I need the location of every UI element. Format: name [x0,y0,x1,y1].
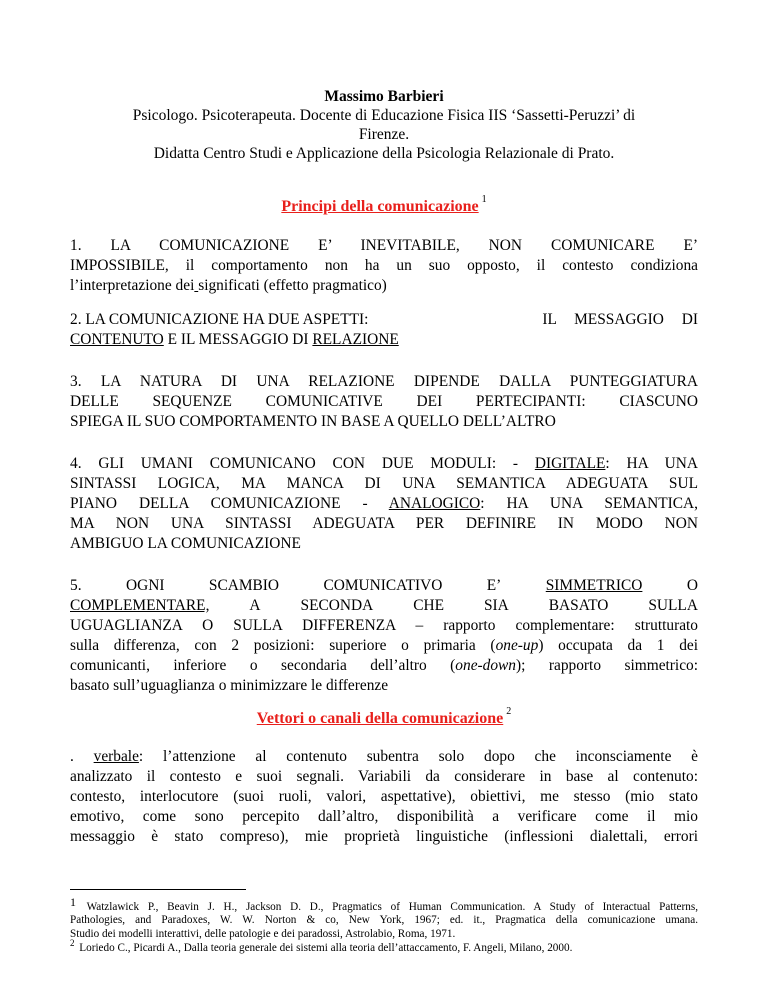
principle-5-word: CHE [413,597,444,614]
footnote-1-line-b: Pathologies, and Paradoxes, W. W. Norton & co, New York, 1967; ed. it., Pragmatica della comunicazione umana. [70,914,698,927]
section-title-text: Principi della comunicazione [281,198,479,215]
one-up-term: one-up [495,637,539,654]
one-down-term: one-down [455,657,516,674]
principle-3-line-a: 3. LA NATURA DI UNA RELAZIONE DIPENDE DALLA PUNTEGGIATURA [70,373,698,390]
verbal-channel-paragraph [70,747,698,847]
principle-5-word: E’ [486,577,502,594]
principle-4-line-e: AMBIGUO LA COMUNICAZIONE [70,535,301,552]
principle-5-text: sulla differenza, con 2 posizioni: superiore o primaria ( [70,637,496,654]
principle-4-text: : HA UNA SEMANTICA, [480,495,698,512]
section-title-text: Vettori o canali della comunicazione [256,710,504,727]
principle-2-text: 2. LA COMUNICAZIONE HA DUE ASPETTI: [70,311,369,328]
principle-5-line-b [70,596,698,616]
section-title-channels [70,706,698,728]
principle-4-line-b: SINTASSI LOGICA, MA MANCA DI UNA SEMANTICA ADEGUATA SUL [70,475,698,492]
principle-5-line-e [70,656,698,676]
footnote-2-number: 2 [70,938,75,948]
principle-5-word: O [686,577,698,594]
footnote-1-text: Watzlawick P., Beavin J. H., Jackson D. D., Pragmatics of Human Communication. A Study of Interactual Patterns, [86,901,698,913]
digitale-term: DIGITALE [534,455,606,472]
principle-5-line-f: basato sull’uguaglianza o minimizzare le differenze [70,677,389,694]
footnote-ref-2: 2 [506,706,512,717]
principle-1-line-b: IMPOSSIBILE, il comportamento non ha un suo opposto, il contesto condiziona [70,257,698,274]
principle-1-text: significati (effetto pragmatico) [198,277,387,294]
principle-2-line-a [70,310,698,330]
principle-5-word: SULLA [648,597,698,614]
principle-4-text: : HA UNA [605,455,698,472]
section-title-principles [70,194,698,216]
principle-3-paragraph [70,372,698,432]
footnote-1-line-c: Studio dei modelli interattivi, delle patologie e dei paradossi, Astrolabio, Roma, 1971. [70,927,456,940]
footnote-1-number: 1 [70,895,76,909]
principle-3-line-b: DELLE SEQUENZE COMUNICATIVE DEI PERTECIPANTI: CIASCUNO [70,393,698,410]
principle-2-paragraph [70,310,698,350]
verbal-text: . [70,748,94,765]
principle-5-paragraph [70,576,698,696]
author-header [70,87,698,163]
principle-5-text: comunicanti, inferiore o secondaria dell’altro ( [70,657,456,674]
principle-4-line-c [70,494,698,514]
principle-5-word: BASATO [548,597,609,614]
principle-4-text: 4. GLI UMANI COMUNICANO CON DUE MODULI: - [70,455,535,472]
footnote-2-line [70,937,698,955]
principle-5-word: COMUNICATIVO [323,577,443,594]
principle-5-word: OGNI [125,577,165,594]
principle-5-word: SCAMBIO [208,577,280,594]
footnote-ref-1: 1 [481,194,487,205]
principle-2-line-b [70,330,698,350]
complementare-term: COMPLEMENTARE, [70,597,210,614]
principle-1-text: l’interpretazione dei [70,277,195,294]
verbal-text: : l’attenzione al contenuto subentra solo dopo che inconsciamente è [138,748,698,765]
principle-1-paragraph [70,236,698,296]
verbal-line-c: contesto, interlocutore (suoi ruoli, valori, aspettative), obiettivi, me stesso (mio stato [70,788,698,805]
verbale-term: verbale [93,748,139,765]
principle-5-word: SIA [483,597,509,614]
author-affiliation-line3: Didatta Centro Studi e Applicazione della Psicologia Relazionale di Prato. [153,145,615,162]
verbal-line-a [70,747,698,767]
simmetrico-term: SIMMETRICO [545,577,643,594]
principle-4-paragraph [70,454,698,554]
principle-5-line-c: UGUAGLIANZA O SULLA DIFFERENZA – rapporto complementare: strutturato [70,617,698,634]
analogico-term: ANALOGICO [388,495,481,512]
principle-3-line-c: SPIEGA IL SUO COMPORTAMENTO IN BASE A QUELLO DELL’ALTRO [70,413,556,430]
verbal-line-d: emotivo, come sono percepito dall’altro, disponibilità a verificare come il mio [70,808,698,825]
principle-1-line-c [70,276,698,296]
footnote-1-line-a [70,896,698,914]
principle-5-word: 5. [70,577,82,594]
principle-5-word: A [249,597,261,614]
principle-4-line-d: MA NON UNA SINTASSI ADEGUATA PER DEFINIRE IN MODO NON [70,515,698,532]
footnote-1 [70,896,698,941]
principle-5-word: SECONDA [300,597,374,614]
principle-5-text: ); rapporto simmetrico: [516,657,698,674]
principle-2-text: E IL MESSAGGIO DI [163,331,313,348]
footnote-separator [70,889,246,890]
principle-5-line-a [70,576,698,596]
contenuto-term: CONTENUTO [70,331,164,348]
principle-2-text: IL MESSAGGIO DI [542,311,698,328]
verbal-line-b: analizzato il contesto e suoi segnali. Variabili da considerare in base al contenuto: [70,768,698,785]
principle-4-text: PIANO DELLA COMUNICAZIONE - [70,495,389,512]
principle-4-line-a [70,454,698,474]
verbal-line-e: messaggio è stato compreso), mie proprietà linguistiche (inflessioni dialettali, errori [70,828,698,845]
principle-5-line-d [70,636,698,656]
author-name: Massimo Barbieri [324,88,444,105]
author-affiliation-line2: Firenze. [358,126,410,143]
principle-5-text: ) occupata da 1 dei [538,637,699,654]
footnote-2-text: Loriedo C., Picardi A., Dalla teoria generale dei sistemi alla teoria dell’attaccamento, F. Angeli, Milano, 2000. [79,942,573,954]
footnote-2 [70,937,698,955]
author-affiliation-line1: Psicologo. Psicoterapeuta. Docente di Educazione Fisica IIS ‘Sassetti-Peruzzi’ di [132,107,636,124]
principle-1-line-a: 1. LA COMUNICAZIONE E’ INEVITABILE, NON COMUNICARE E’ [70,237,698,254]
relazione-term: RELAZIONE [312,331,399,348]
